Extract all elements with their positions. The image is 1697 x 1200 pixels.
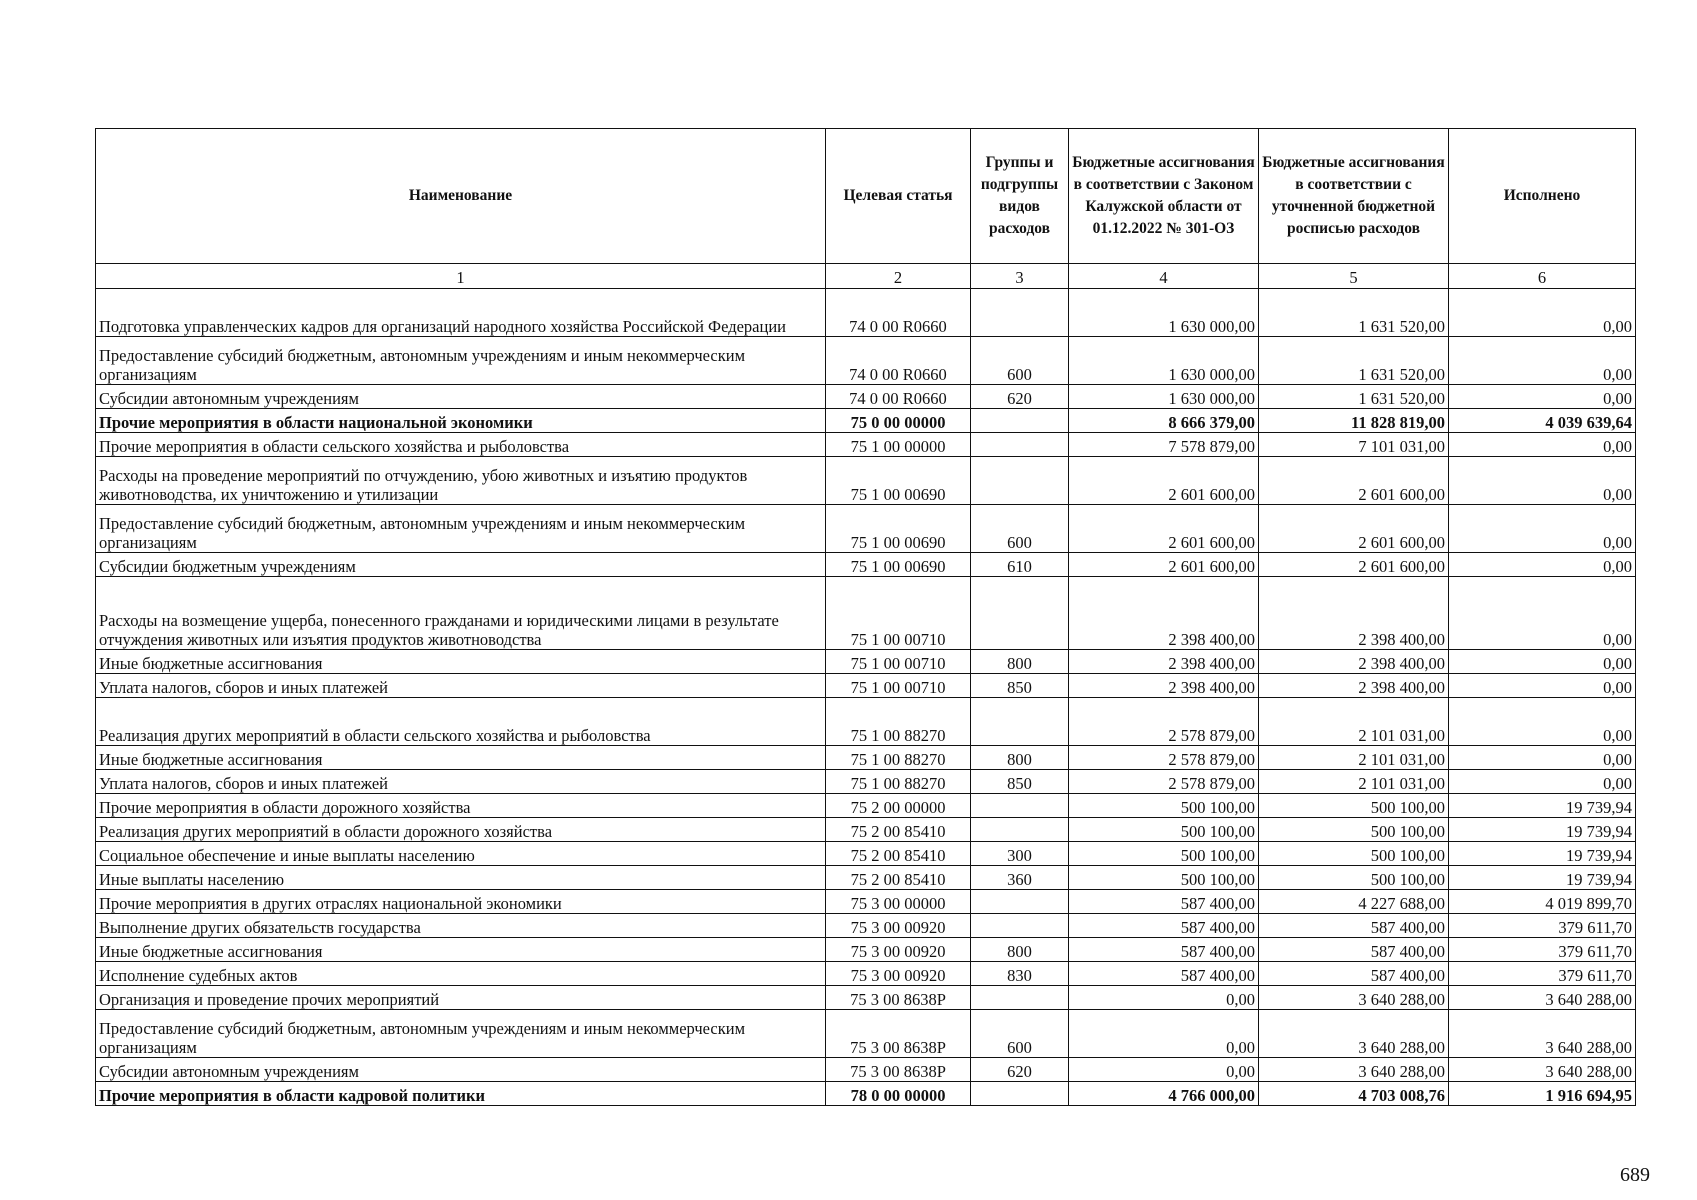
row-executed-cell: 0,00 (1449, 433, 1636, 457)
row-name-cell: Субсидии бюджетным учреждениям (96, 553, 826, 577)
table-row (96, 289, 1636, 337)
row-executed-cell: 0,00 (1449, 289, 1636, 337)
row-expense-group-cell: 600 (971, 337, 1069, 385)
table-row (96, 577, 1636, 650)
row-target-article-cell: 75 1 00 00710 (826, 674, 971, 698)
row-refined-allocation-cell: 4 703 008,76 (1259, 1082, 1449, 1106)
row-target-article-cell: 75 1 00 00000 (826, 433, 971, 457)
row-law-allocation-cell: 2 601 600,00 (1069, 553, 1259, 577)
budget-table (95, 128, 1636, 1106)
row-executed-cell: 0,00 (1449, 650, 1636, 674)
table-row (96, 650, 1636, 674)
row-executed-cell: 379 611,70 (1449, 962, 1636, 986)
header-expense-groups: Группы и подгруппы видов расходов (971, 129, 1069, 264)
table-row (96, 553, 1636, 577)
row-expense-group-cell (971, 1082, 1069, 1106)
table-row (96, 962, 1636, 986)
row-law-allocation-cell: 2 578 879,00 (1069, 698, 1259, 746)
row-name-cell: Уплата налогов, сборов и иных платежей (96, 770, 826, 794)
row-refined-allocation-cell: 3 640 288,00 (1259, 1058, 1449, 1082)
row-target-article-cell: 74 0 00 R0660 (826, 337, 971, 385)
row-target-article-cell: 75 1 00 88270 (826, 770, 971, 794)
row-target-article-cell: 75 3 00 00920 (826, 914, 971, 938)
row-name-cell: Расходы на возмещение ущерба, понесенного гражданами и юридическими лицами в результате отчуждения животных или изъятия продуктов животноводства (96, 577, 826, 650)
table-row (96, 770, 1636, 794)
row-executed-cell: 0,00 (1449, 674, 1636, 698)
table-row (96, 698, 1636, 746)
table-row (96, 505, 1636, 553)
row-executed-cell: 3 640 288,00 (1449, 1010, 1636, 1058)
row-name-cell: Исполнение судебных актов (96, 962, 826, 986)
row-target-article-cell: 75 3 00 00000 (826, 890, 971, 914)
budget-sheet (95, 128, 1635, 1106)
row-expense-group-cell (971, 890, 1069, 914)
row-expense-group-cell (971, 433, 1069, 457)
row-name-cell: Выполнение других обязательств государства (96, 914, 826, 938)
row-law-allocation-cell: 2 601 600,00 (1069, 505, 1259, 553)
row-expense-group-cell (971, 698, 1069, 746)
row-refined-allocation-cell: 500 100,00 (1259, 794, 1449, 818)
column-number-row (96, 264, 1636, 289)
row-expense-group-cell: 620 (971, 385, 1069, 409)
row-target-article-cell: 75 1 00 00710 (826, 577, 971, 650)
row-name-cell: Реализация других мероприятий в области сельского хозяйства и рыболовства (96, 698, 826, 746)
header-name: Наименование (96, 129, 826, 264)
row-law-allocation-cell: 1 630 000,00 (1069, 385, 1259, 409)
row-law-allocation-cell: 2 398 400,00 (1069, 650, 1259, 674)
row-name-cell: Прочие мероприятия в области кадровой политики (96, 1082, 826, 1106)
row-executed-cell: 19 739,94 (1449, 842, 1636, 866)
row-target-article-cell: 78 0 00 00000 (826, 1082, 971, 1106)
row-name-cell: Иные бюджетные ассигнования (96, 746, 826, 770)
row-law-allocation-cell: 1 630 000,00 (1069, 337, 1259, 385)
row-target-article-cell: 75 2 00 85410 (826, 866, 971, 890)
row-target-article-cell: 75 1 00 00710 (826, 650, 971, 674)
table-row (96, 1058, 1636, 1082)
row-name-cell: Предоставление субсидий бюджетным, автономным учреждениям и иным некоммерческим организациям (96, 505, 826, 553)
row-target-article-cell: 75 2 00 85410 (826, 842, 971, 866)
row-expense-group-cell (971, 409, 1069, 433)
row-name-cell: Расходы на проведение мероприятий по отчуждению, убою животных и изъятию продуктов животноводства, их уничтожению и утилизации (96, 457, 826, 505)
table-row (96, 890, 1636, 914)
row-law-allocation-cell: 587 400,00 (1069, 962, 1259, 986)
row-expense-group-cell (971, 577, 1069, 650)
row-target-article-cell: 75 0 00 00000 (826, 409, 971, 433)
row-executed-cell: 4 019 899,70 (1449, 890, 1636, 914)
row-executed-cell: 379 611,70 (1449, 914, 1636, 938)
row-executed-cell: 0,00 (1449, 505, 1636, 553)
row-law-allocation-cell: 0,00 (1069, 1010, 1259, 1058)
page-number: 689 (1620, 1164, 1650, 1186)
row-refined-allocation-cell: 2 601 600,00 (1259, 553, 1449, 577)
row-refined-allocation-cell: 2 101 031,00 (1259, 746, 1449, 770)
row-name-cell: Реализация других мероприятий в области дорожного хозяйства (96, 818, 826, 842)
row-expense-group-cell (971, 914, 1069, 938)
row-law-allocation-cell: 2 578 879,00 (1069, 746, 1259, 770)
row-refined-allocation-cell: 2 601 600,00 (1259, 457, 1449, 505)
row-refined-allocation-cell: 3 640 288,00 (1259, 1010, 1449, 1058)
row-refined-allocation-cell: 2 398 400,00 (1259, 577, 1449, 650)
row-target-article-cell: 75 3 00 00920 (826, 962, 971, 986)
row-target-article-cell: 75 1 00 00690 (826, 553, 971, 577)
row-name-cell: Подготовка управленческих кадров для организаций народного хозяйства Российской Федерации (96, 289, 826, 337)
row-law-allocation-cell: 7 578 879,00 (1069, 433, 1259, 457)
row-name-cell: Субсидии автономным учреждениям (96, 385, 826, 409)
table-row (96, 986, 1636, 1010)
row-refined-allocation-cell: 7 101 031,00 (1259, 433, 1449, 457)
table-row (96, 1082, 1636, 1106)
row-name-cell: Иные бюджетные ассигнования (96, 938, 826, 962)
row-expense-group-cell: 800 (971, 650, 1069, 674)
row-name-cell: Прочие мероприятия в других отраслях национальной экономики (96, 890, 826, 914)
table-row (96, 433, 1636, 457)
row-executed-cell: 19 739,94 (1449, 866, 1636, 890)
row-name-cell: Уплата налогов, сборов и иных платежей (96, 674, 826, 698)
row-expense-group-cell: 610 (971, 553, 1069, 577)
row-law-allocation-cell: 587 400,00 (1069, 914, 1259, 938)
row-name-cell: Прочие мероприятия в области национальной экономики (96, 409, 826, 433)
column-number: 5 (1259, 264, 1449, 289)
row-expense-group-cell: 830 (971, 962, 1069, 986)
table-row (96, 409, 1636, 433)
row-refined-allocation-cell: 500 100,00 (1259, 842, 1449, 866)
table-row (96, 938, 1636, 962)
column-number: 6 (1449, 264, 1636, 289)
row-law-allocation-cell: 2 601 600,00 (1069, 457, 1259, 505)
row-refined-allocation-cell: 1 631 520,00 (1259, 289, 1449, 337)
row-refined-allocation-cell: 11 828 819,00 (1259, 409, 1449, 433)
column-number: 2 (826, 264, 971, 289)
row-law-allocation-cell: 2 578 879,00 (1069, 770, 1259, 794)
table-row (96, 794, 1636, 818)
row-executed-cell: 1 916 694,95 (1449, 1082, 1636, 1106)
row-law-allocation-cell: 8 666 379,00 (1069, 409, 1259, 433)
row-target-article-cell: 75 2 00 85410 (826, 818, 971, 842)
row-target-article-cell: 75 1 00 00690 (826, 505, 971, 553)
row-target-article-cell: 74 0 00 R0660 (826, 385, 971, 409)
row-expense-group-cell: 360 (971, 866, 1069, 890)
row-refined-allocation-cell: 500 100,00 (1259, 818, 1449, 842)
row-refined-allocation-cell: 587 400,00 (1259, 938, 1449, 962)
table-row (96, 746, 1636, 770)
row-name-cell: Иные бюджетные ассигнования (96, 650, 826, 674)
row-law-allocation-cell: 2 398 400,00 (1069, 674, 1259, 698)
row-law-allocation-cell: 1 630 000,00 (1069, 289, 1259, 337)
row-law-allocation-cell: 4 766 000,00 (1069, 1082, 1259, 1106)
header-target-article: Целевая статья (826, 129, 971, 264)
row-law-allocation-cell: 0,00 (1069, 1058, 1259, 1082)
row-law-allocation-cell: 500 100,00 (1069, 794, 1259, 818)
column-number: 4 (1069, 264, 1259, 289)
row-expense-group-cell: 300 (971, 842, 1069, 866)
row-name-cell: Организация и проведение прочих мероприятий (96, 986, 826, 1010)
table-row (96, 818, 1636, 842)
table-row (96, 385, 1636, 409)
row-expense-group-cell (971, 986, 1069, 1010)
row-name-cell: Прочие мероприятия в области дорожного хозяйства (96, 794, 826, 818)
row-law-allocation-cell: 0,00 (1069, 986, 1259, 1010)
row-executed-cell: 3 640 288,00 (1449, 1058, 1636, 1082)
table-row (96, 914, 1636, 938)
row-refined-allocation-cell: 2 601 600,00 (1259, 505, 1449, 553)
column-number: 1 (96, 264, 826, 289)
row-executed-cell: 0,00 (1449, 457, 1636, 505)
row-refined-allocation-cell: 2 101 031,00 (1259, 770, 1449, 794)
row-refined-allocation-cell: 2 398 400,00 (1259, 650, 1449, 674)
row-refined-allocation-cell: 4 227 688,00 (1259, 890, 1449, 914)
table-row (96, 337, 1636, 385)
row-refined-allocation-cell: 2 398 400,00 (1259, 674, 1449, 698)
row-name-cell: Предоставление субсидий бюджетным, автономным учреждениям и иным некоммерческим организациям (96, 337, 826, 385)
row-executed-cell: 0,00 (1449, 698, 1636, 746)
row-target-article-cell: 75 3 00 8638Р (826, 1058, 971, 1082)
row-target-article-cell: 75 1 00 88270 (826, 698, 971, 746)
table-header (96, 129, 1636, 289)
row-target-article-cell: 75 1 00 00690 (826, 457, 971, 505)
row-target-article-cell: 75 1 00 88270 (826, 746, 971, 770)
row-executed-cell: 19 739,94 (1449, 794, 1636, 818)
column-number: 3 (971, 264, 1069, 289)
row-expense-group-cell (971, 794, 1069, 818)
row-target-article-cell: 75 3 00 8638Р (826, 986, 971, 1010)
table-row (96, 842, 1636, 866)
row-executed-cell: 3 640 288,00 (1449, 986, 1636, 1010)
table-row (96, 674, 1636, 698)
row-expense-group-cell (971, 457, 1069, 505)
table-body (96, 289, 1636, 1106)
row-expense-group-cell (971, 289, 1069, 337)
row-refined-allocation-cell: 1 631 520,00 (1259, 337, 1449, 385)
row-name-cell: Предоставление субсидий бюджетным, автономным учреждениям и иным некоммерческим организациям (96, 1010, 826, 1058)
row-expense-group-cell (971, 818, 1069, 842)
row-executed-cell: 0,00 (1449, 553, 1636, 577)
row-executed-cell: 0,00 (1449, 577, 1636, 650)
header-law-allocations: Бюджетные ассигнования в соответствии с Законом Калужской области от 01.12.2022 № 301-ОЗ (1069, 129, 1259, 264)
row-law-allocation-cell: 587 400,00 (1069, 938, 1259, 962)
row-law-allocation-cell: 500 100,00 (1069, 866, 1259, 890)
row-expense-group-cell: 600 (971, 1010, 1069, 1058)
row-expense-group-cell: 800 (971, 746, 1069, 770)
row-expense-group-cell: 850 (971, 674, 1069, 698)
row-refined-allocation-cell: 2 101 031,00 (1259, 698, 1449, 746)
table-row (96, 866, 1636, 890)
row-target-article-cell: 74 0 00 R0660 (826, 289, 971, 337)
row-executed-cell: 0,00 (1449, 385, 1636, 409)
row-name-cell: Иные выплаты населению (96, 866, 826, 890)
row-law-allocation-cell: 500 100,00 (1069, 818, 1259, 842)
row-name-cell: Социальное обеспечение и иные выплаты населению (96, 842, 826, 866)
row-refined-allocation-cell: 3 640 288,00 (1259, 986, 1449, 1010)
row-executed-cell: 379 611,70 (1449, 938, 1636, 962)
row-refined-allocation-cell: 587 400,00 (1259, 914, 1449, 938)
row-law-allocation-cell: 2 398 400,00 (1069, 577, 1259, 650)
row-expense-group-cell: 620 (971, 1058, 1069, 1082)
row-law-allocation-cell: 500 100,00 (1069, 842, 1259, 866)
row-name-cell: Субсидии автономным учреждениям (96, 1058, 826, 1082)
row-target-article-cell: 75 2 00 00000 (826, 794, 971, 818)
row-executed-cell: 4 039 639,64 (1449, 409, 1636, 433)
header-refined-allocations: Бюджетные ассигнования в соответствии с уточненной бюджетной росписью расходов (1259, 129, 1449, 264)
table-row (96, 1010, 1636, 1058)
row-refined-allocation-cell: 500 100,00 (1259, 866, 1449, 890)
header-executed: Исполнено (1449, 129, 1636, 264)
row-expense-group-cell: 600 (971, 505, 1069, 553)
row-refined-allocation-cell: 1 631 520,00 (1259, 385, 1449, 409)
row-expense-group-cell: 800 (971, 938, 1069, 962)
row-target-article-cell: 75 3 00 00920 (826, 938, 971, 962)
table-row (96, 457, 1636, 505)
row-law-allocation-cell: 587 400,00 (1069, 890, 1259, 914)
row-expense-group-cell: 850 (971, 770, 1069, 794)
row-executed-cell: 19 739,94 (1449, 818, 1636, 842)
row-target-article-cell: 75 3 00 8638Р (826, 1010, 971, 1058)
row-executed-cell: 0,00 (1449, 770, 1636, 794)
row-name-cell: Прочие мероприятия в области сельского хозяйства и рыболовства (96, 433, 826, 457)
row-executed-cell: 0,00 (1449, 337, 1636, 385)
row-executed-cell: 0,00 (1449, 746, 1636, 770)
row-refined-allocation-cell: 587 400,00 (1259, 962, 1449, 986)
